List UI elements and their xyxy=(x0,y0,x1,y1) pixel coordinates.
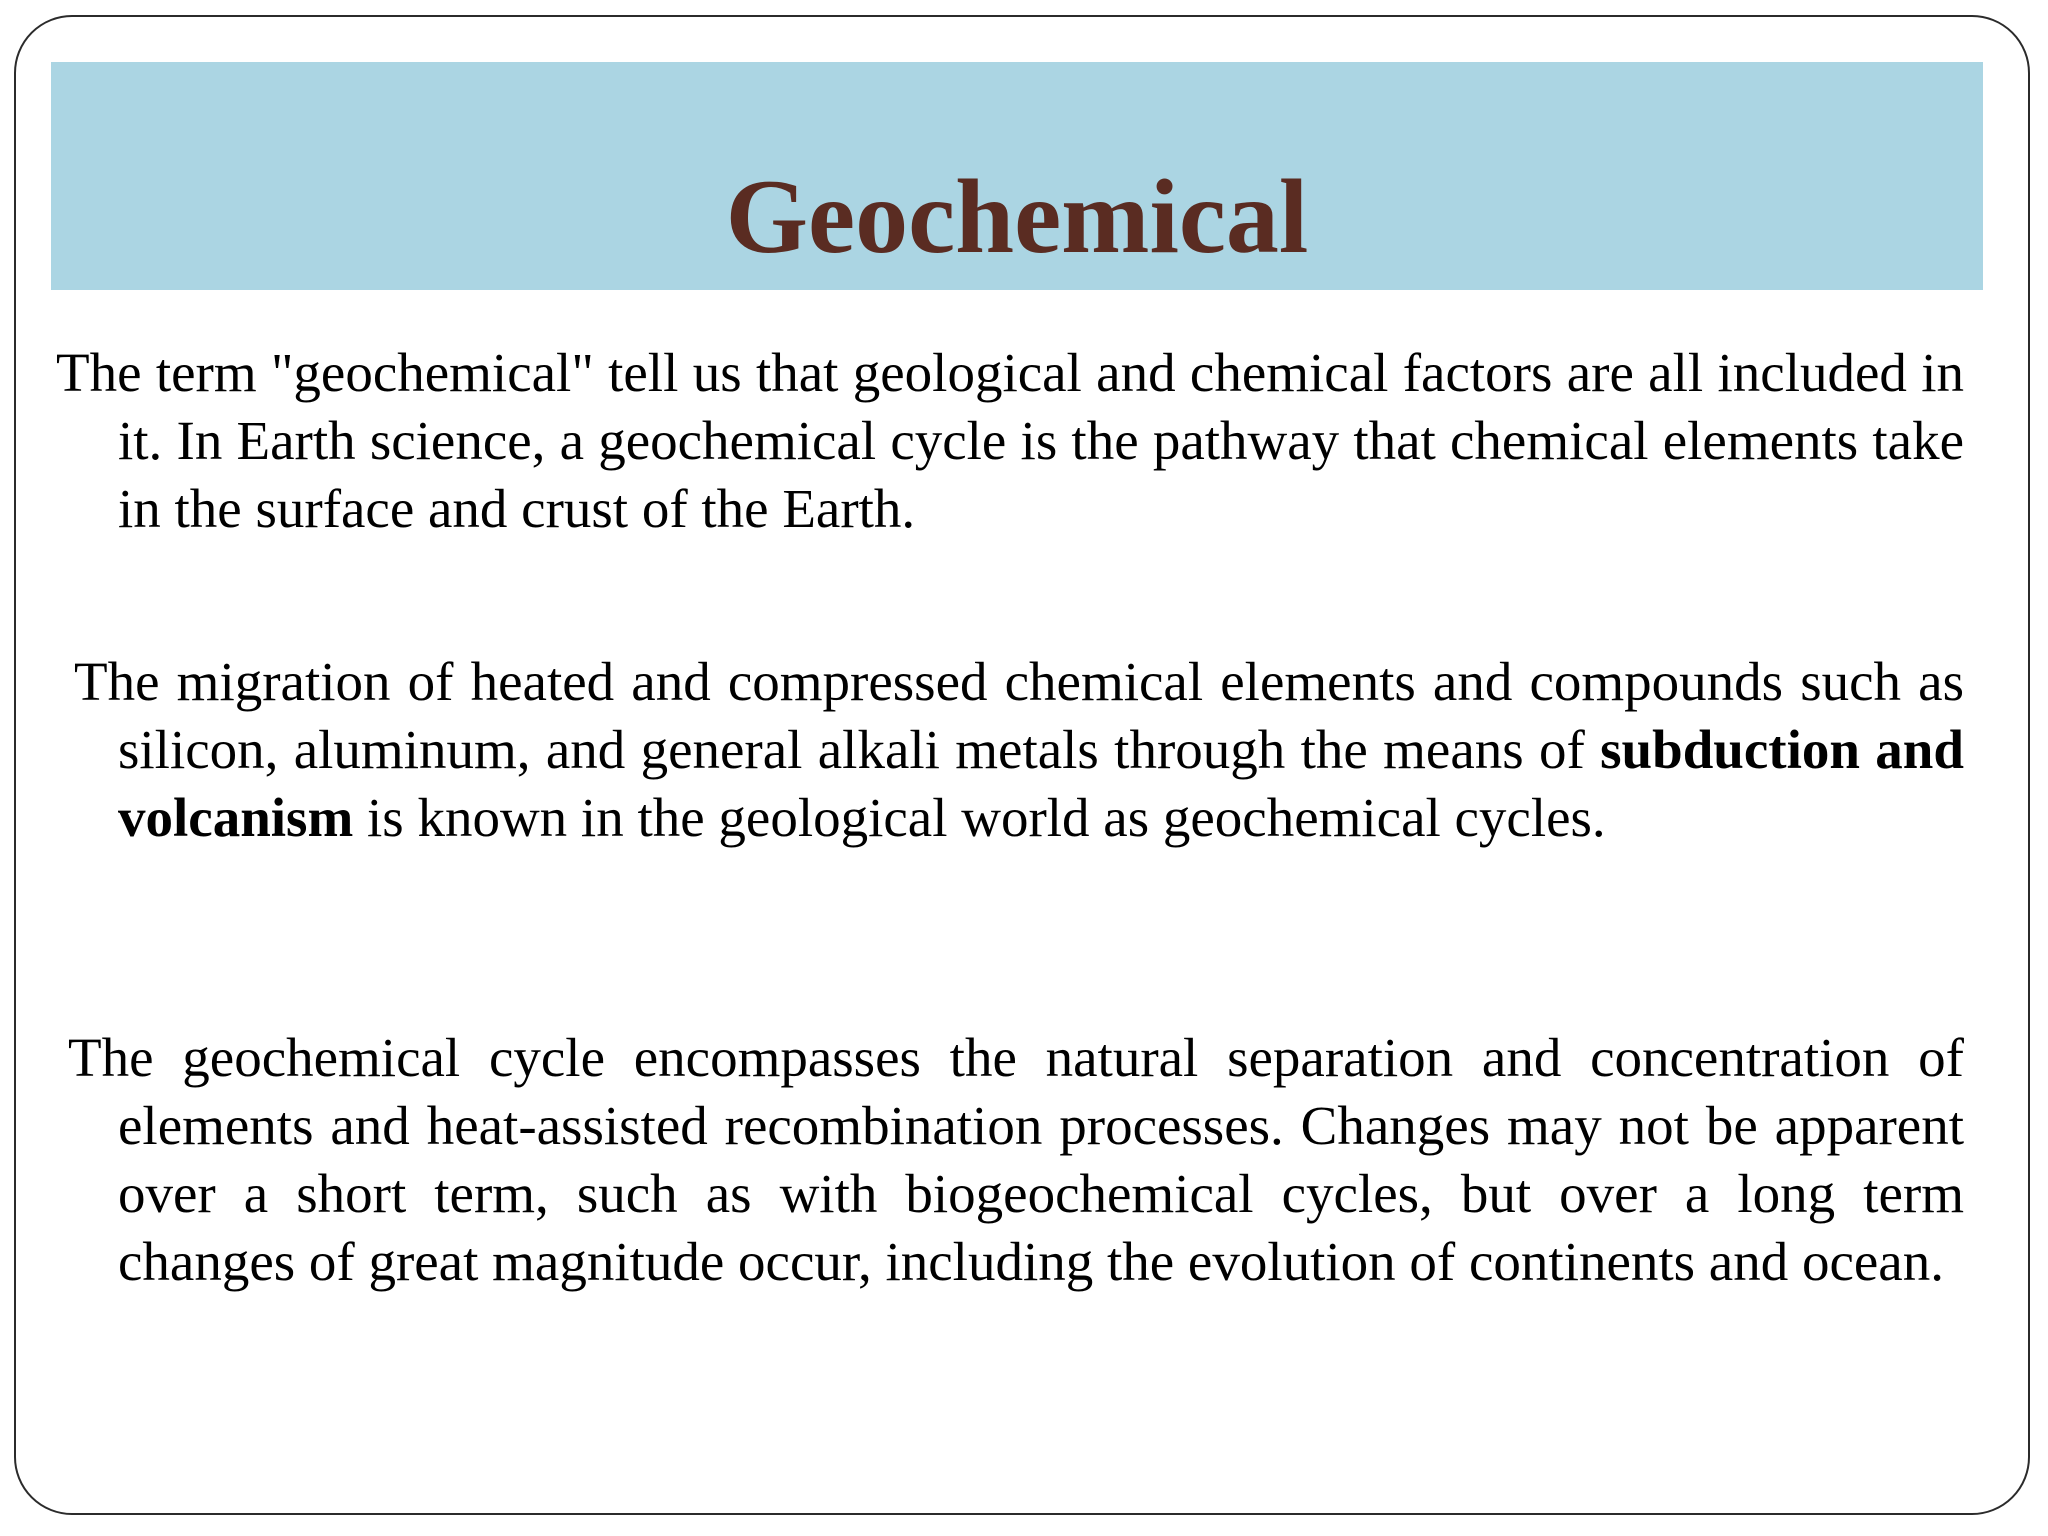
paragraph-1: The term "geochemical" tell us that geological and chemical factors are all included in it. In Earth science, a geochemical cycle is the pathway that chemical elements take in the surface and crust of the Earth. xyxy=(56,342,1964,539)
paragraph-2-text-after: is known in the geological world as geochemical cycles. xyxy=(353,787,1606,848)
paragraph-3: The geochemical cycle encompasses the natural separation and concentration of elements and heat-assisted recombination processes. Changes may not be apparent over a short term, such as with biogeochemical cycles, but over a long term changes of great magnitude occur, including the evolution of continents and ocean. xyxy=(68,1027,1964,1292)
paragraph-2-text-before: The migration of heated and compressed chemical elements and compounds such as silicon, aluminum, and general alkali metals through the means of xyxy=(74,651,1964,780)
paragraph-2 xyxy=(74,648,1964,852)
paragraph-2-bold-text: subduction and volcanism xyxy=(118,719,1964,848)
title-band xyxy=(51,62,1983,290)
slide-title: Geochemical xyxy=(725,158,1309,275)
